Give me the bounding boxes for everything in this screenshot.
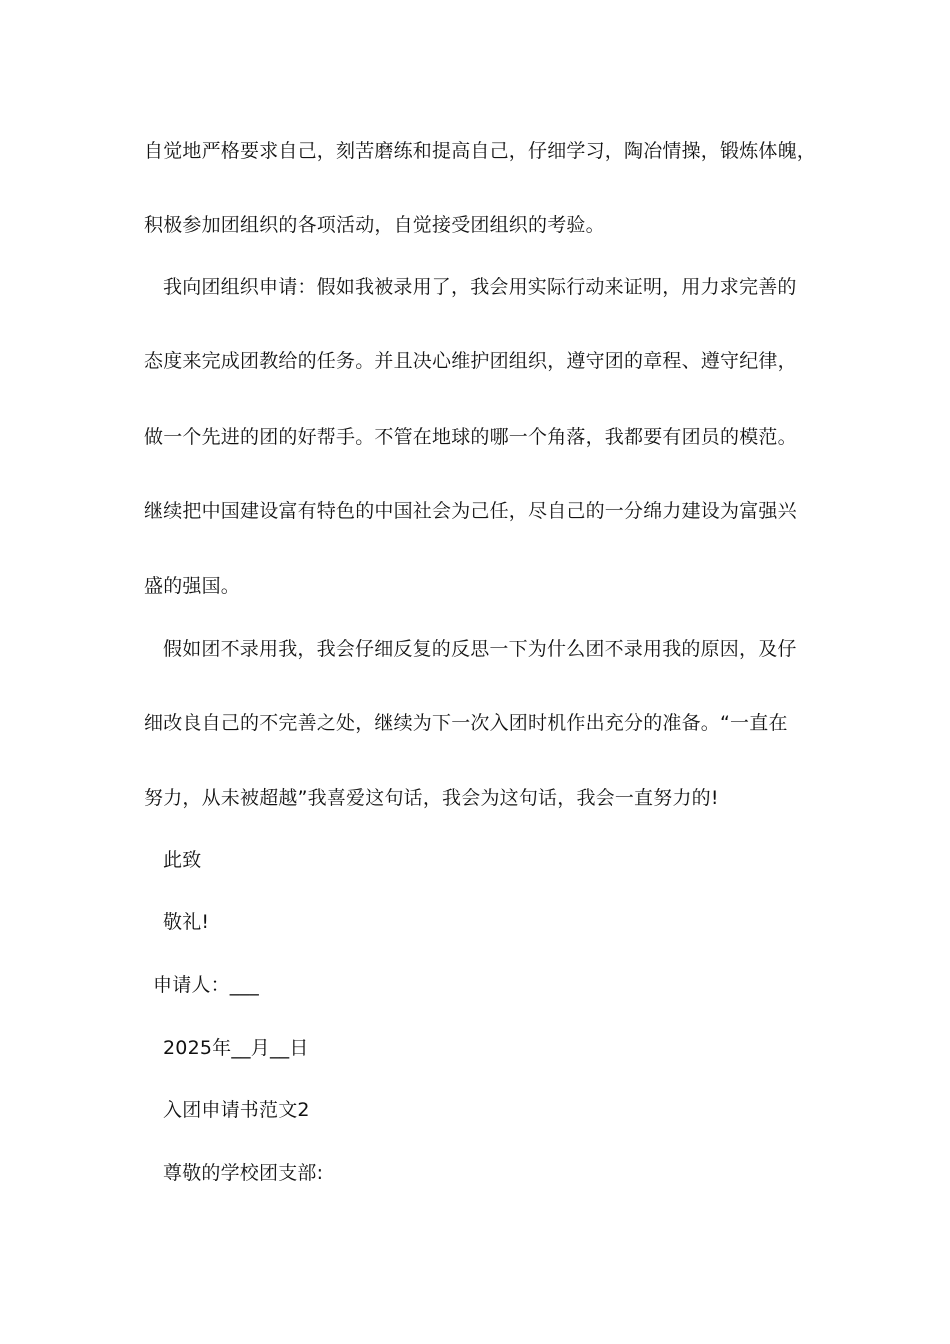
closing-regards: 敬礼! [163, 911, 210, 933]
paragraph-line: 自觉地严格要求自己，刻苦磨练和提高自己，仔细学习，陶冶情操，锻炼体魄， [144, 140, 817, 162]
paragraph-line: 做一个先进的团的好帮手。不管在地球的哪一个角落，我都要有团员的模范。 [144, 426, 797, 448]
paragraph-line: 假如团不录用我，我会仔细反复的反思一下为什么团不录用我的原因，及仔 [163, 638, 797, 660]
paragraph-line: 积极参加团组织的各项活动，自觉接受团组织的考验。 [144, 214, 605, 236]
closing-salutation: 此致 [163, 849, 202, 871]
paragraph-line: 态度来完成团教给的任务。并且决心维护团组织，遵守团的章程、遵守纪律， [144, 350, 797, 372]
paragraph-line: 盛的强国。 [144, 575, 241, 597]
letter-greeting: 尊敬的学校团支部: [163, 1162, 324, 1184]
paragraph-line: 我向团组织申请：假如我被录用了，我会用实际行动来证明，用力求完善的 [163, 276, 797, 298]
applicant-signature: 申请人：___ [153, 974, 259, 996]
paragraph-line: 继续把中国建设富有特色的中国社会为己任，尽自己的一分绵力建设为富强兴 [144, 500, 797, 522]
paragraph-line: 细改良自己的不完善之处，继续为下一次入团时机作出充分的准备。“一直在 [144, 712, 788, 734]
date-line: 2025年__月__日 [163, 1037, 309, 1059]
section-title: 入团申请书范文2 [163, 1099, 310, 1121]
paragraph-line: 努力，从未被超越”我喜爱这句话，我会为这句话，我会一直努力的! [144, 787, 719, 809]
